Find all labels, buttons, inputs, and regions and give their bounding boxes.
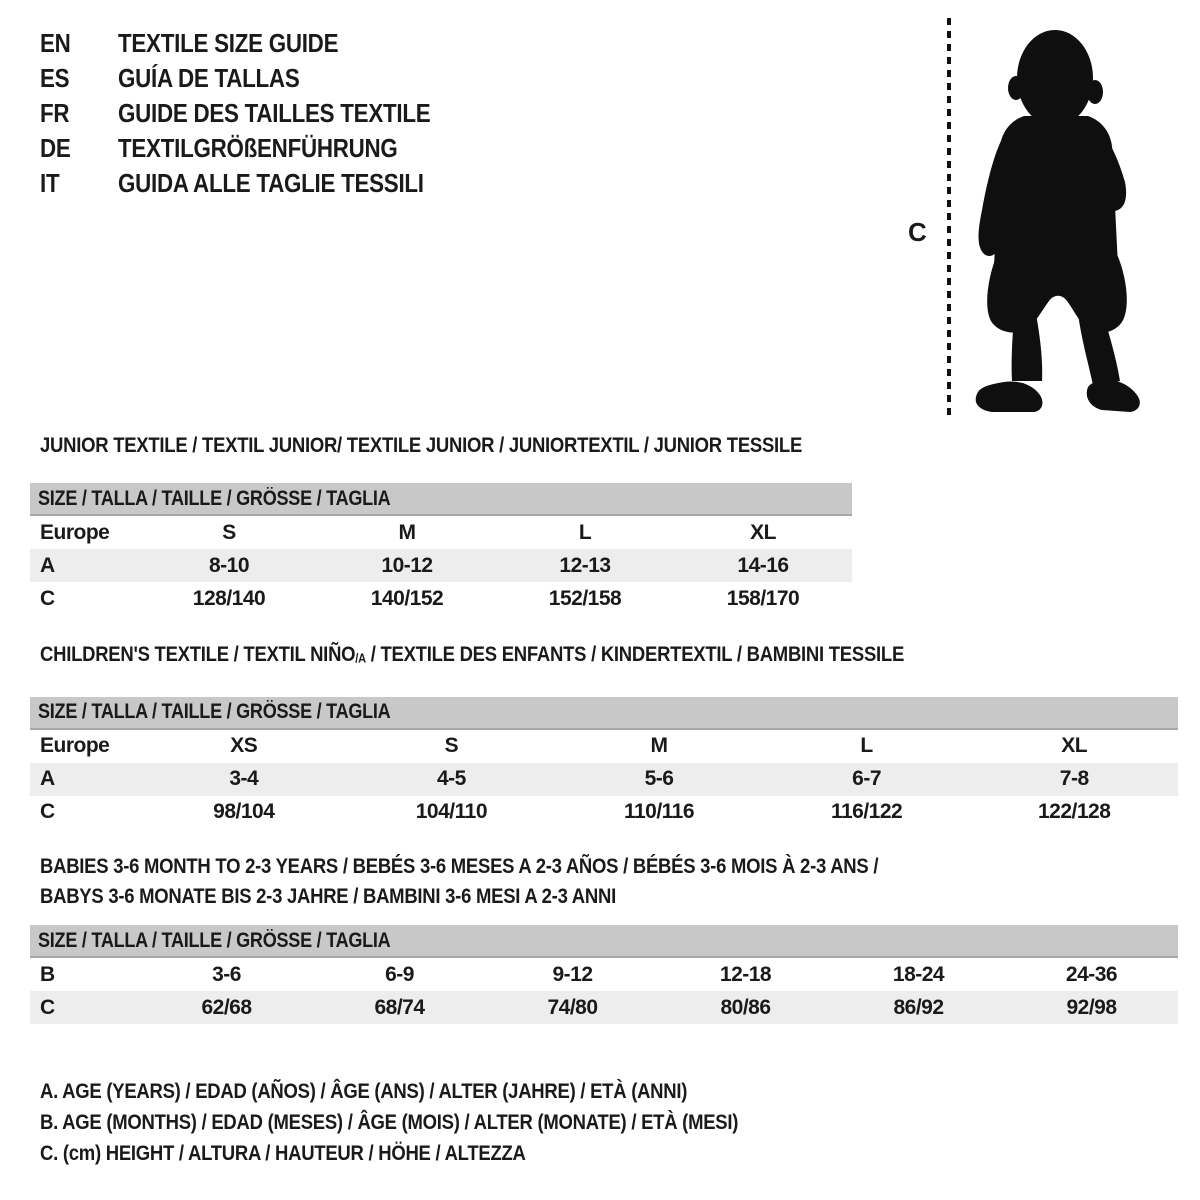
language-code: EN — [40, 28, 71, 58]
size-value: L — [578, 520, 592, 544]
size-table-section-junior — [30, 430, 852, 615]
table-title-text: CHILDREN'S TEXTILE / TEXTIL NIÑO/A / TEXTILE DES ENFANTS / KINDERTEXTIL / BAMBINI TESSILE — [40, 642, 905, 666]
size-value: XS — [230, 734, 258, 758]
row-label: C — [40, 800, 55, 824]
language-title: GUÍA DE TALLAS — [118, 63, 300, 93]
size-value: 116/122 — [830, 800, 903, 824]
size-table-section-babies — [30, 851, 1178, 1024]
size-value: 158/170 — [726, 586, 800, 610]
size-value: M — [650, 734, 668, 758]
row-label: C — [40, 995, 55, 1019]
size-table-section-children — [30, 639, 1178, 829]
legend-note-line — [40, 1138, 852, 1169]
table-title — [30, 639, 1178, 674]
size-value: 8-10 — [208, 553, 250, 577]
table-title — [30, 430, 852, 460]
legend-note-line — [40, 1107, 852, 1138]
size-value: 9-12 — [552, 962, 593, 986]
table-title-line — [40, 639, 1178, 674]
size-value: S — [444, 734, 459, 758]
size-value: 18-24 — [892, 962, 945, 986]
size-header-row — [30, 697, 1178, 730]
size-value: 80/86 — [720, 995, 771, 1019]
table-title-line — [40, 881, 1178, 911]
language-code: DE — [40, 133, 71, 163]
language-title: GUIDA ALLE TAGLIE TESSILI — [118, 168, 424, 198]
toddler-silhouette-icon — [900, 14, 1152, 422]
language-title-list — [40, 26, 481, 201]
language-code: ES — [40, 63, 70, 93]
table-row — [30, 730, 1178, 763]
size-value: 140/152 — [370, 586, 444, 610]
baby-height-figure — [900, 14, 1152, 422]
size-header-label: SIZE / TALLA / TAILLE / GRÖSSE / TAGLIA — [38, 928, 391, 952]
size-value: 74/80 — [547, 995, 598, 1019]
table-row — [30, 796, 1178, 829]
table-title — [30, 851, 1178, 911]
language-code: IT — [40, 168, 60, 198]
size-value: 3-4 — [229, 767, 259, 791]
language-title: TEXTILGRÖßENFÜHRUNG — [118, 133, 398, 163]
note-text: B. AGE (MONTHS) / EDAD (MESES) / ÂGE (MOIS) / ALTER (MONATE) / ETÀ (MESI) — [40, 1110, 739, 1134]
table-row — [30, 549, 852, 582]
size-value: 4-5 — [436, 767, 466, 791]
size-value: 98/104 — [213, 800, 275, 824]
height-measure-label: C — [908, 217, 927, 247]
size-value: 3-6 — [212, 962, 241, 986]
size-table — [30, 483, 852, 615]
legend-note-line — [40, 1076, 852, 1107]
row-label: B — [40, 962, 55, 986]
size-value: 6-7 — [852, 767, 882, 791]
size-value: M — [398, 520, 416, 544]
row-label: A — [40, 553, 55, 577]
size-value: 12-18 — [719, 962, 772, 986]
size-value: XL — [1061, 734, 1088, 758]
table-row — [30, 763, 1178, 796]
size-header-row — [30, 483, 852, 516]
size-value: S — [222, 520, 236, 544]
language-row — [40, 61, 481, 96]
row-label: Europe — [40, 734, 110, 758]
note-text: A. AGE (YEARS) / EDAD (AÑOS) / ÂGE (ANS) / ALTER (JAHRE) / ETÀ (ANNI) — [40, 1079, 688, 1103]
language-row — [40, 131, 481, 166]
size-value: L — [860, 734, 873, 758]
size-value: 5-6 — [644, 767, 674, 791]
size-value: 104/110 — [415, 800, 488, 824]
size-header-label: SIZE / TALLA / TAILLE / GRÖSSE / TAGLIA — [38, 700, 391, 724]
table-title-text: BABYS 3-6 MONATE BIS 2-3 JAHRE / BAMBINI 3-6 MESI A 2-3 ANNI — [40, 884, 616, 908]
toddler-silhouette — [976, 30, 1140, 412]
size-value: 24-36 — [1065, 962, 1118, 986]
row-label: Europe — [40, 520, 110, 544]
language-row — [40, 96, 481, 131]
language-code: FR — [40, 98, 70, 128]
legend-notes — [40, 1076, 852, 1169]
size-value: 122/128 — [1037, 800, 1111, 824]
size-value: 110/116 — [623, 800, 695, 824]
size-value: 68/74 — [374, 995, 425, 1019]
note-text: C. (cm) HEIGHT / ALTURA / HAUTEUR / HÖHE / ALTEZZA — [40, 1141, 526, 1165]
size-header-label: SIZE / TALLA / TAILLE / GRÖSSE / TAGLIA — [38, 486, 391, 510]
size-header-row — [30, 925, 1178, 958]
size-value: 7-8 — [1059, 767, 1089, 791]
table-row — [30, 582, 852, 615]
table-row — [30, 991, 1178, 1024]
table-row — [30, 958, 1178, 991]
row-label: A — [40, 767, 55, 791]
size-value: 86/92 — [893, 995, 944, 1019]
language-row — [40, 166, 481, 201]
size-value: 92/98 — [1066, 995, 1117, 1019]
size-value: XL — [750, 520, 776, 544]
size-value: 12-13 — [559, 553, 611, 577]
table-title-line — [40, 851, 1178, 881]
row-label: C — [40, 586, 55, 610]
size-value: 152/158 — [548, 586, 622, 610]
language-row — [40, 26, 481, 61]
table-title-text: JUNIOR TEXTILE / TEXTIL JUNIOR/ TEXTILE JUNIOR / JUNIORTEXTIL / JUNIOR TESSILE — [40, 433, 803, 457]
size-value: 6-9 — [385, 962, 414, 986]
table-title-text: BABIES 3-6 MONTH TO 2-3 YEARS / BEBÉS 3-6 MESES A 2-3 AÑOS / BÉBÉS 3-6 MOIS À 2-3 ANS / — [40, 854, 879, 878]
size-value: 128/140 — [192, 586, 266, 610]
size-table — [30, 925, 1178, 1024]
size-value: 10-12 — [381, 553, 433, 577]
language-title: TEXTILE SIZE GUIDE — [118, 28, 339, 58]
table-row — [30, 516, 852, 549]
language-title: GUIDE DES TAILLES TEXTILE — [118, 98, 431, 128]
table-title-line — [40, 430, 852, 460]
size-value: 14-16 — [737, 553, 789, 577]
size-table — [30, 697, 1178, 829]
size-value: 62/68 — [201, 995, 252, 1019]
